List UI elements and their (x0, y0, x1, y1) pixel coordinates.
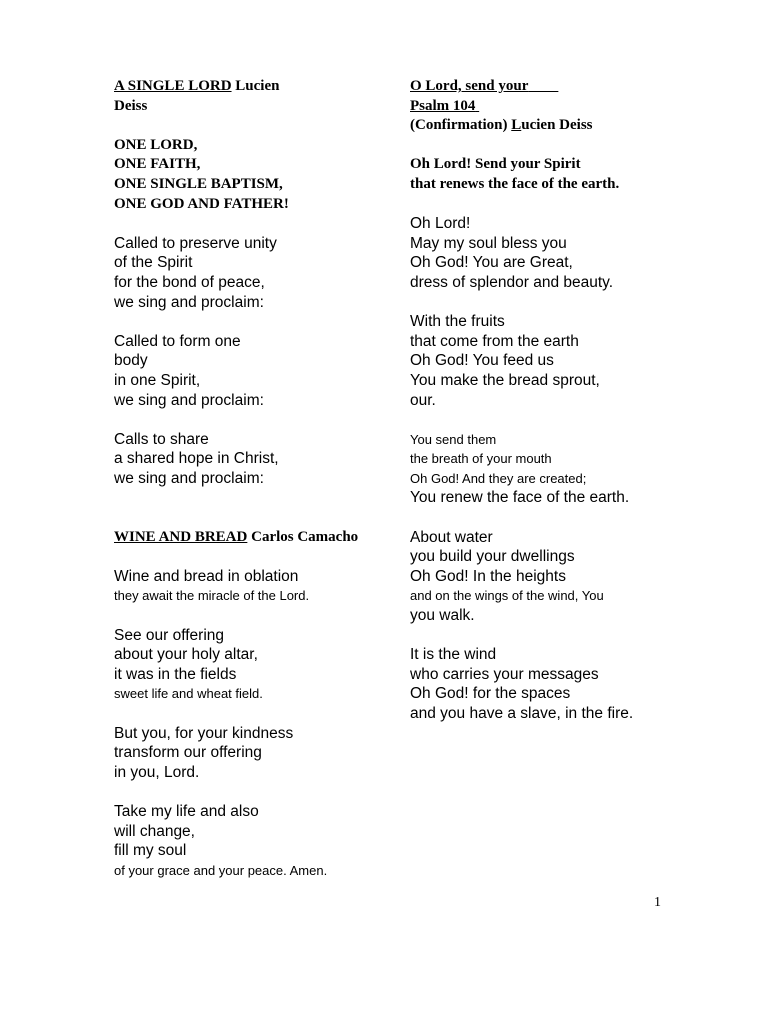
verse-line: Oh God! In the heights (410, 567, 566, 585)
verse-line: About water (410, 528, 493, 546)
verse-line: it was in the fields (114, 665, 237, 683)
verse-line: May my soul bless you (410, 234, 567, 252)
song-psalm: Psalm 104 (410, 97, 476, 114)
verse-block (114, 234, 384, 489)
verse-line: and on the wings of the wind, You (410, 588, 604, 604)
verse-line: body (114, 352, 148, 370)
verse-line: Wine and bread in oblation (114, 567, 299, 585)
verse-line: sweet life and wheat field. (114, 686, 263, 702)
verse-line: the breath of your mouth (410, 451, 552, 467)
chorus-line: ONE FAITH, (114, 156, 201, 173)
verse-line: Oh God! You are Great, (410, 254, 573, 272)
verse-line: of the Spirit (114, 254, 193, 272)
verse-line: will change, (114, 822, 195, 840)
verse-line: It is the wind (410, 646, 497, 664)
verse-line: about your holy altar, (114, 646, 258, 664)
verse-line: fill my soul (114, 842, 187, 860)
verse-block (114, 567, 384, 881)
verse-line: You renew the face of the earth. (410, 489, 630, 507)
verse-line: Oh Lord! (410, 215, 471, 233)
verse-line: you walk. (410, 607, 475, 625)
verse-line: Called to form one (114, 332, 241, 350)
verse-line: for the bond of peace, (114, 273, 265, 291)
verse-line: Called to preserve unity (114, 234, 277, 252)
chorus-line: ONE SINGLE BAPTISM, (114, 175, 283, 192)
verse-line: we sing and proclaim: (114, 293, 264, 311)
verse-line: that come from the earth (410, 332, 579, 350)
verse-line: transform our offering (114, 744, 262, 762)
verse-line: You make the bread sprout, (410, 371, 600, 389)
song-author: (Confirmation) Lucien Deiss (410, 117, 593, 134)
verse-line: a shared hope in Christ, (114, 450, 279, 468)
verse-line: in one Spirit, (114, 371, 201, 389)
verse-block (410, 214, 750, 723)
verse-line: they await the miracle of the Lord. (114, 588, 310, 604)
verse-line: With the fruits (410, 313, 505, 331)
verse-line: Oh God! And they are created; (410, 470, 587, 486)
verse-line: Oh God! for the spaces (410, 685, 571, 703)
verse-line: in you, Lord. (114, 763, 200, 781)
verse-line: Calls to share (114, 430, 209, 448)
verse-line: Oh God! You feed us (410, 352, 554, 370)
song-o-lord-send-your (410, 77, 750, 195)
verse-line: we sing and proclaim: (114, 469, 264, 487)
verse-line: See our offering (114, 626, 225, 644)
chorus-line: ONE GOD AND FATHER! (114, 195, 289, 212)
refrain-line: that renews the face of the earth. (410, 175, 620, 192)
verse-line: our. (410, 391, 436, 409)
chorus-line: ONE LORD, (114, 136, 198, 153)
verse-line: we sing and proclaim: (114, 391, 264, 409)
page-number: 1 (654, 895, 661, 910)
song-author: Deiss (114, 97, 148, 114)
verse-line: But you, for your kindness (114, 724, 294, 742)
song-title: O Lord, send your (410, 78, 529, 94)
verse-line: and you have a slave, in the fire. (410, 705, 634, 722)
verse-line: You send them (410, 431, 497, 447)
verse-line: of your grace and your peace. Amen. (114, 862, 328, 878)
refrain-line: Oh Lord! Send your Spirit (410, 156, 581, 173)
left-column (114, 77, 384, 880)
song-wine-and-bread-title (114, 528, 384, 548)
verse-line: dress of splendor and beauty. (410, 273, 614, 291)
song-title: WINE AND BREAD Carlos Camacho (114, 528, 359, 545)
verse-line: who carries your messages (410, 665, 599, 683)
right-column (410, 77, 750, 724)
song-title: A SINGLE LORD Lucien (114, 78, 280, 94)
verse-line: you build your dwellings (410, 548, 575, 566)
verse-line: Take my life and also (114, 802, 259, 820)
song-a-single-lord (114, 77, 384, 214)
